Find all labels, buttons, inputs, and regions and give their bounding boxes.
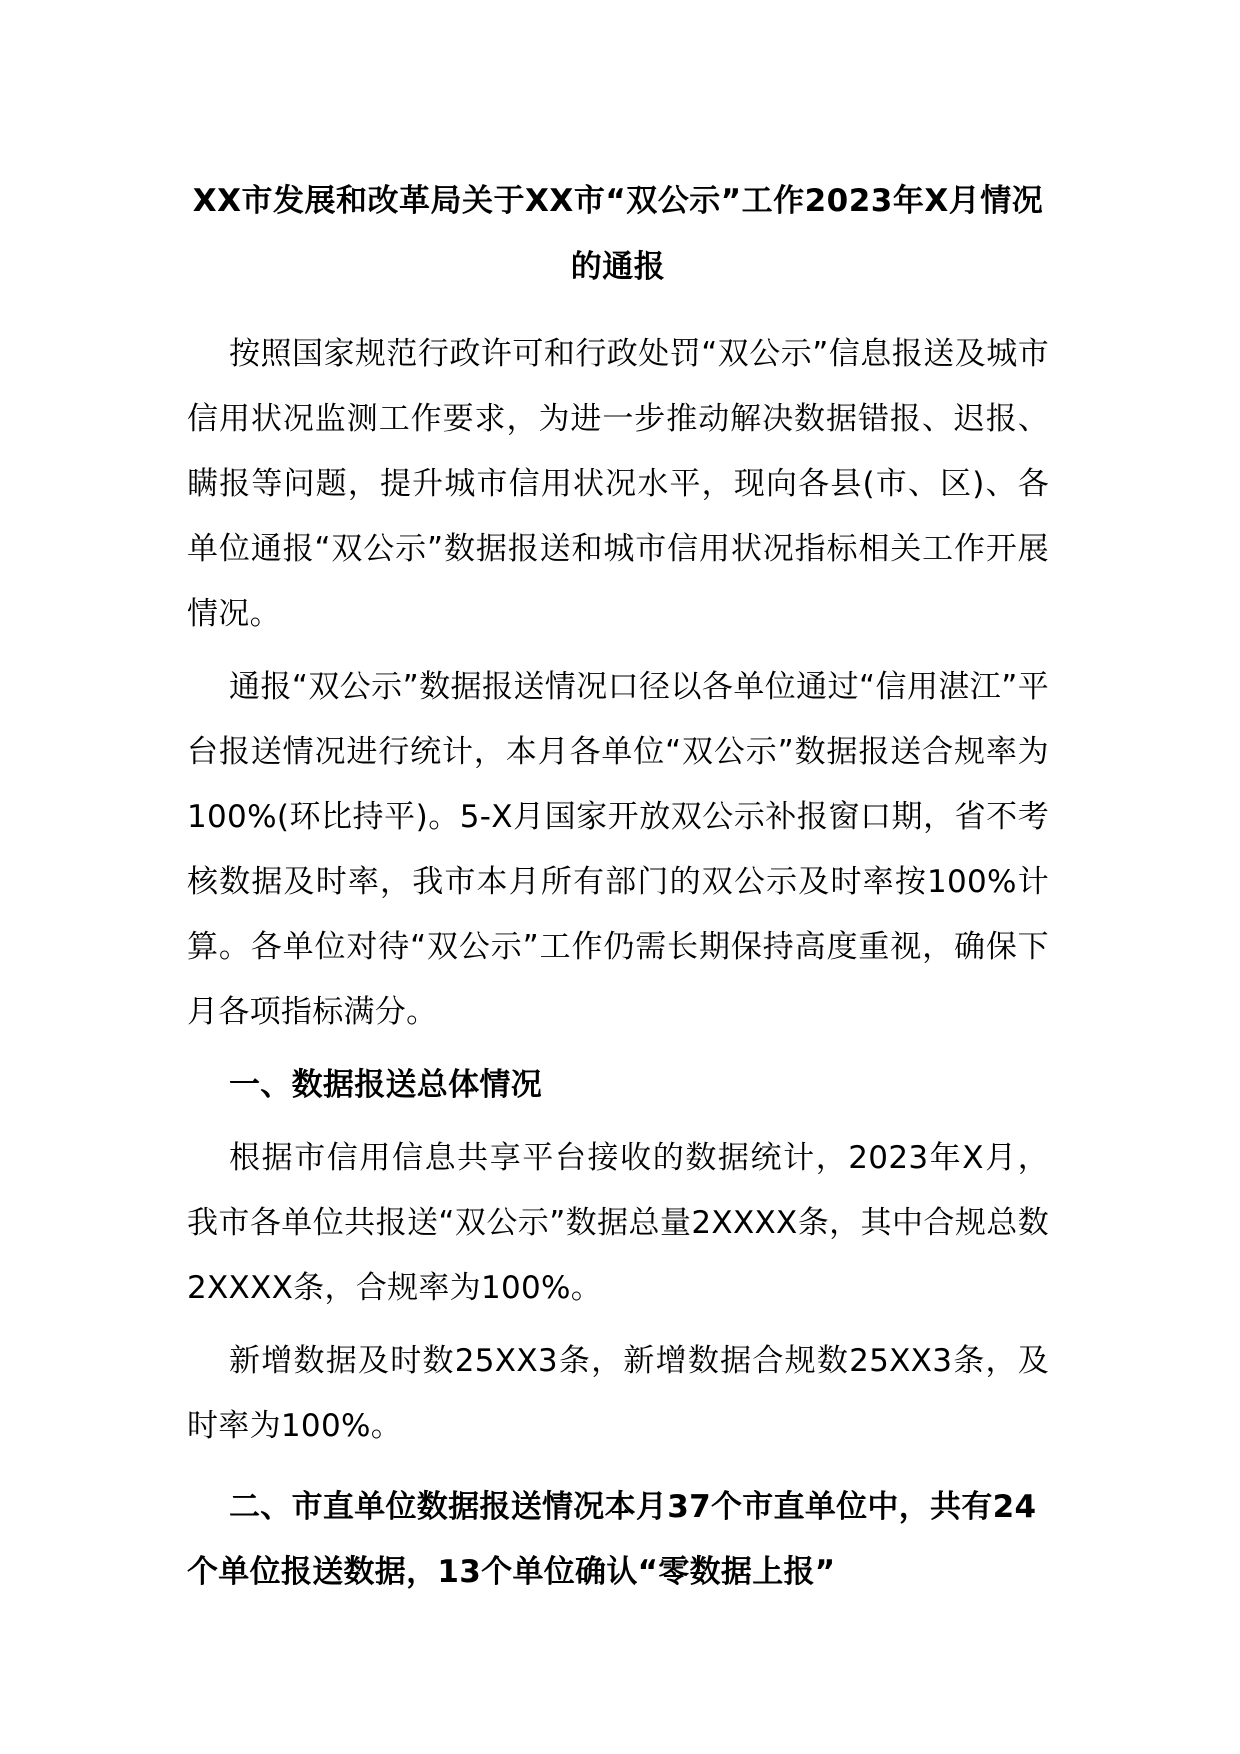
- section-heading-city-units: 二、市直单位数据报送情况本月37个市直单位中，共有24个单位报送数据，13个单位确认“零数据上报”: [187, 1489, 1037, 1590]
- new-data-paragraph: 新增数据及时数25XX3条，新增数据合规数25XX3条，及时率为100%。: [187, 1343, 1049, 1444]
- overall-stats-paragraph: 根据市信用信息共享平台接收的数据统计，2023年X月，我市各单位共报送“双公示”数据总量2XXXX条，其中合规总数2XXXX条，合规率为100%。: [187, 1140, 1049, 1306]
- intro-paragraph: 按照国家规范行政许可和行政处罚“双公示”信息报送及城市信用状况监测工作要求，为进一步推动解决数据错报、迟报、瞒报等问题，提升城市信用状况水平，现向各县(市、区)、各单位通报“双公示”数据报送和城市信用状况指标相关工作开展情况。: [187, 336, 1049, 632]
- section-heading-overall: 一、数据报送总体情况: [229, 1067, 542, 1103]
- reporting-scope-paragraph: 通报“双公示”数据报送情况口径以各单位通过“信用湛江”平台报送情况进行统计，本月各单位“双公示”数据报送合规率为100%(环比持平)。5-X月国家开放双公示补报窗口期，省不考核数据及时率，我市本月所有部门的双公示及时率按100%计算。各单位对待“双公示”工作仍需长期保持高度重视，确保下月各项指标满分。: [187, 669, 1049, 1030]
- document-title: XX市发展和改革局关于XX市“双公示”工作2023年X月情况的通报: [192, 183, 1044, 285]
- document-body: [187, 168, 1049, 1613]
